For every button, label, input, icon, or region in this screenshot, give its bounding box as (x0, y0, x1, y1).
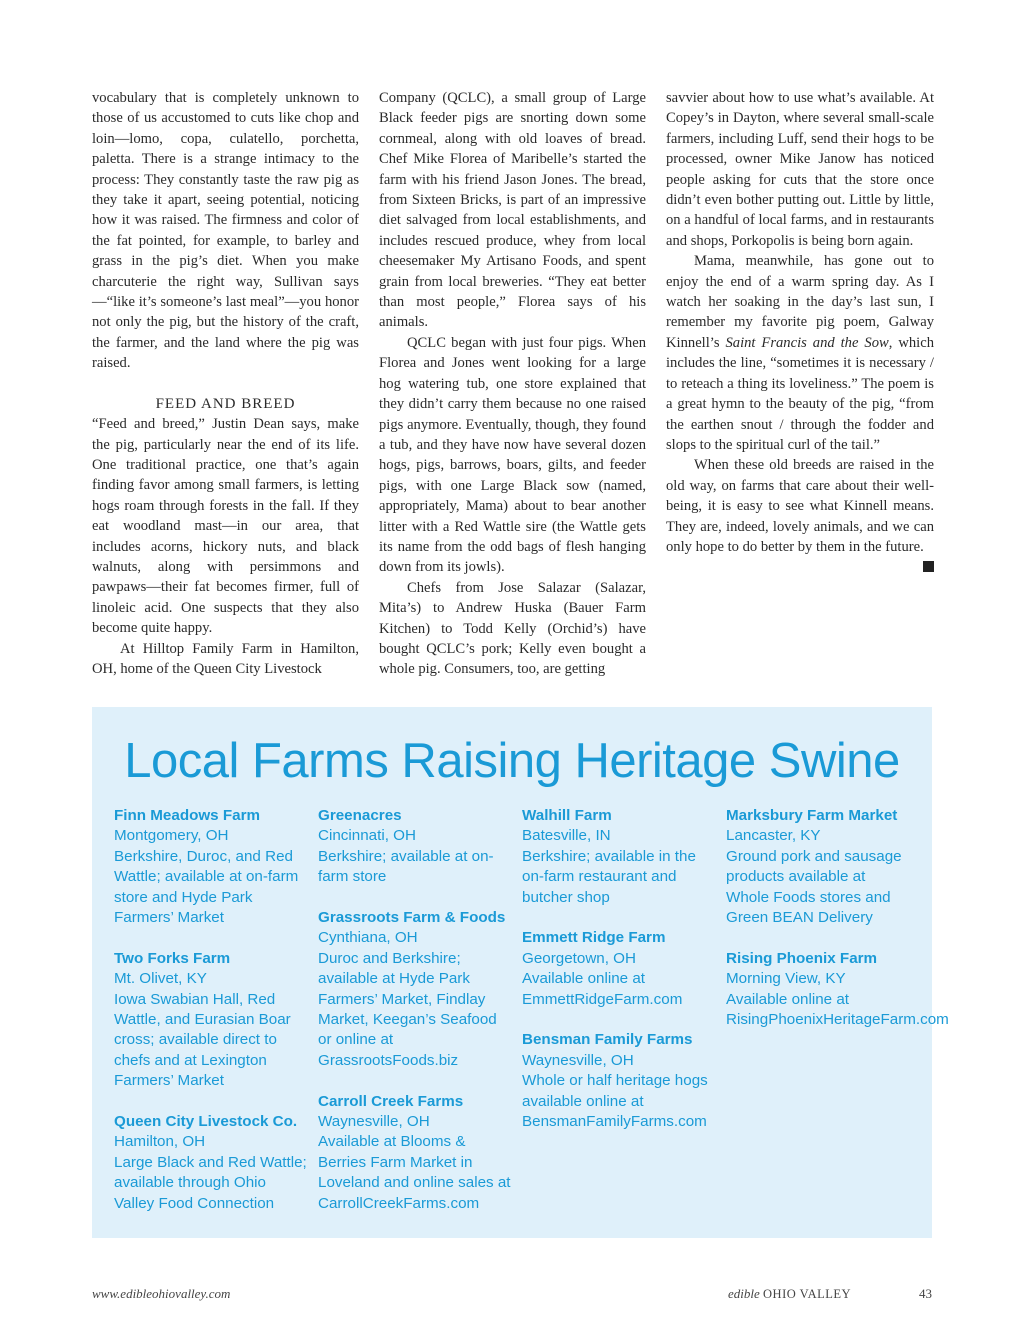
farm-entry (114, 806, 318, 928)
farm-name: Rising Phoenix Farm (726, 949, 878, 967)
article-paragraph (666, 455, 934, 557)
farm-name: Two Forks Farm (114, 949, 231, 967)
article-text: Mama, meanwhile, has gone out to enjoy the end of a warm spring day. As I watch her soaking in the day’s last sun, I remember my favorite pig poem, Galway Kinnell’s (666, 253, 934, 351)
farm-entry (522, 928, 726, 1010)
section-heading: FEED AND BREED (155, 395, 296, 412)
article-paragraph: QCLC began with just four pigs. When Florea and Jones went looking for a large hog watering tub, one store explained that they didn’t carry them because no one raised pigs anymore. Eventually, though, they found a tub, and they have now have several dozen hogs, pigs, barrows, boars, gilts, and feeder pigs, with one Large Black sow (named, appropriately, Mama) about to bear another litter with a Red Wattle sire (the Wattle gets its name from the odd bags of flesh hanging down from its jowls). (379, 334, 646, 576)
farm-location: Mt. Olivet, KY (114, 970, 207, 988)
farm-entry (522, 1030, 726, 1132)
farm-location: Montgomery, OH (114, 827, 229, 845)
farm-location: Cynthiana, OH (318, 929, 418, 947)
farm-location: Waynesville, OH (522, 1051, 634, 1069)
farm-location: Hamilton, OH (114, 1133, 206, 1151)
farm-details: Berkshire; available at on-farm store (318, 847, 494, 886)
farm-details: Berkshire; available in the on-farm restaurant and butcher shop (522, 847, 696, 906)
website-url: www.edibleohiovalley.com (92, 1286, 231, 1301)
heritage-swine-sidebar (92, 707, 949, 1238)
farm-name: Carroll Creek Farms (318, 1092, 464, 1110)
article-column-1 (92, 88, 359, 680)
farm-details: Available at Blooms & Berries Farm Market in Loveland and online sales at CarrollCreekFarms.com (318, 1133, 511, 1212)
farm-details: Iowa Swabian Hall, Red Wattle, and Eurasian Boar cross; available direct to chefs and at Lexington Farmers’ Market (114, 990, 291, 1090)
farm-name: Bensman Family Farms (522, 1031, 693, 1049)
article-paragraph: Company (QCLC), a small group of Large Black feeder pigs are snorting down some cornmeal, along with old loaves of bread. Chef Mike Florea of Maribelle’s started the farm with his friend Jason Jones. The bread, from Sixteen Bricks, is part of an impressive diet salvaged from local establishments, and includes rescued produce, whey from local cheesemaker My Artisano Foods, and spent grain from local breweries. “They eat better than most people,” Florea says of his animals. (379, 90, 646, 331)
farm-location: Waynesville, OH (318, 1113, 430, 1131)
farm-column-4 (726, 806, 949, 1234)
article-paragraph: At Hilltop Family Farm in Hamilton, OH, home of the Queen City Livestock (92, 640, 359, 677)
farm-entry (522, 806, 726, 908)
article-paragraph: Chefs from Jose Salazar (Salazar, Mita’s) to Andrew Huska (Bauer Farm Kitchen) to Todd Kelly (Orchid’s) have bought QCLC’s pork; Kelly even bought a whole pig. Consumers, too, are getting (379, 579, 646, 678)
poem-title: Saint Francis and the Sow (725, 334, 889, 351)
article-column-3 (666, 88, 934, 680)
sidebar-title: Local Farms Raising Heritage Swine (124, 734, 900, 788)
farm-list (114, 806, 949, 1234)
page-footer (92, 1286, 934, 1306)
magazine-name-italic: edible (728, 1286, 760, 1301)
farm-location: Georgetown, OH (522, 949, 636, 967)
farm-location: Lancaster, KY (726, 827, 821, 845)
article-text: When these old breeds are raised in the old way, on farms that care about their well-being, it is easy to see what Kinnell means. They are, indeed, lovely animals, and we can only hope to do better by them in the future. (666, 457, 934, 555)
article-paragraph: “Feed and breed,” Justin Dean says, make the pig, particularly near the end of its life. One traditional practice, one that’s again finding favor among small farmers, is letting hogs roam through forests in the fall. If they eat woodland mast—in our area, that includes acorns, hickory nuts, and black walnuts, along with persimmons and pawpaws—their fat becomes firmer, full of linoleic acid. One suspects that they also become quite happy. (92, 416, 359, 637)
farm-column-3 (522, 806, 726, 1234)
farm-details: Ground pork and sausage products available at Whole Foods stores and Green BEAN Delivery (726, 847, 902, 927)
magazine-name (728, 1286, 851, 1302)
farm-entry (318, 908, 522, 1071)
farm-name: Grassroots Farm & Foods (318, 909, 506, 927)
farm-name: Finn Meadows Farm (114, 807, 260, 824)
farm-location: Cincinnati, OH (318, 827, 416, 845)
farm-entry (726, 806, 914, 928)
farm-entry (114, 1112, 318, 1214)
farm-column-2 (318, 806, 522, 1234)
article-columns (92, 88, 934, 680)
farm-details: Large Black and Red Wattle; available through Ohio Valley Food Connection (114, 1153, 307, 1212)
farm-details: Duroc and Berkshire; available at Hyde Park Farmers’ Market, Findlay Market, Keegan’s Seafood or online at GrassrootsFoods.biz (318, 949, 497, 1069)
farm-details: Available online at RisingPhoenixHeritageFarm.com (726, 990, 949, 1029)
farm-name: Emmett Ridge Farm (522, 929, 666, 947)
farm-name: Queen City Livestock Co. (114, 1113, 298, 1131)
farm-entry (318, 806, 522, 888)
magazine-name-region: OHIO VALLEY (763, 1287, 852, 1301)
farm-details: Berkshire, Duroc, and Red Wattle; available at on-farm store and Hyde Park Farmers’ Market (114, 847, 299, 927)
article-column-2 (379, 88, 646, 680)
farm-name: Marksbury Farm Market (726, 807, 898, 824)
farm-name: Walhill Farm (522, 807, 612, 824)
farm-entry (318, 1092, 522, 1214)
page-number: 43 (919, 1286, 932, 1301)
farm-entry (726, 949, 949, 1031)
article-text: , which includes the line, “sometimes it is necessary / to reteach a thing its loveliness.” The poem is a great hymn to the beauty of the pig, “from the earthen snout / through the fodder and slops to the spiritual curl of the tail.” (666, 334, 935, 453)
farm-name: Greenacres (318, 807, 402, 824)
farm-entry (114, 949, 318, 1092)
farm-details: Available online at EmmettRidgeFarm.com (522, 970, 683, 1008)
farm-location: Batesville, IN (522, 827, 611, 845)
end-mark-icon (923, 561, 934, 572)
article-paragraph: savvier about how to use what’s available. At Copey’s in Dayton, where several small-scale farmers, including Luff, send their hogs to be processed, owner Mike Janow has noticed people asking for cuts that the store once didn’t even bother putting out. Little by little, on a handful of local farms, and in restaurants and shops, Porkopolis is being born again. (666, 90, 934, 249)
farm-details: Whole or half heritage hogs available online at BensmanFamilyFarms.com (522, 1072, 708, 1131)
farm-location: Morning View, KY (726, 970, 846, 988)
article-paragraph (666, 251, 934, 455)
article-paragraph: vocabulary that is completely unknown to those of us accustomed to cuts like chop and loin—lomo, copa, culatello, porchetta, paletta. There is a strange intimacy to the process: They constantly taste the raw pig as they take it apart, seeing potential, noticing how it was raised. The firmness and color of the fat pointed, for example, to barley and grass in the pig’s diet. When you make charcuterie the right way, Sullivan says—“like it’s someone’s last meal”—you honor not only the pig, but the history of the craft, the farmer, and the land where the pig was raised. (92, 90, 359, 372)
farm-column-1 (114, 806, 318, 1234)
